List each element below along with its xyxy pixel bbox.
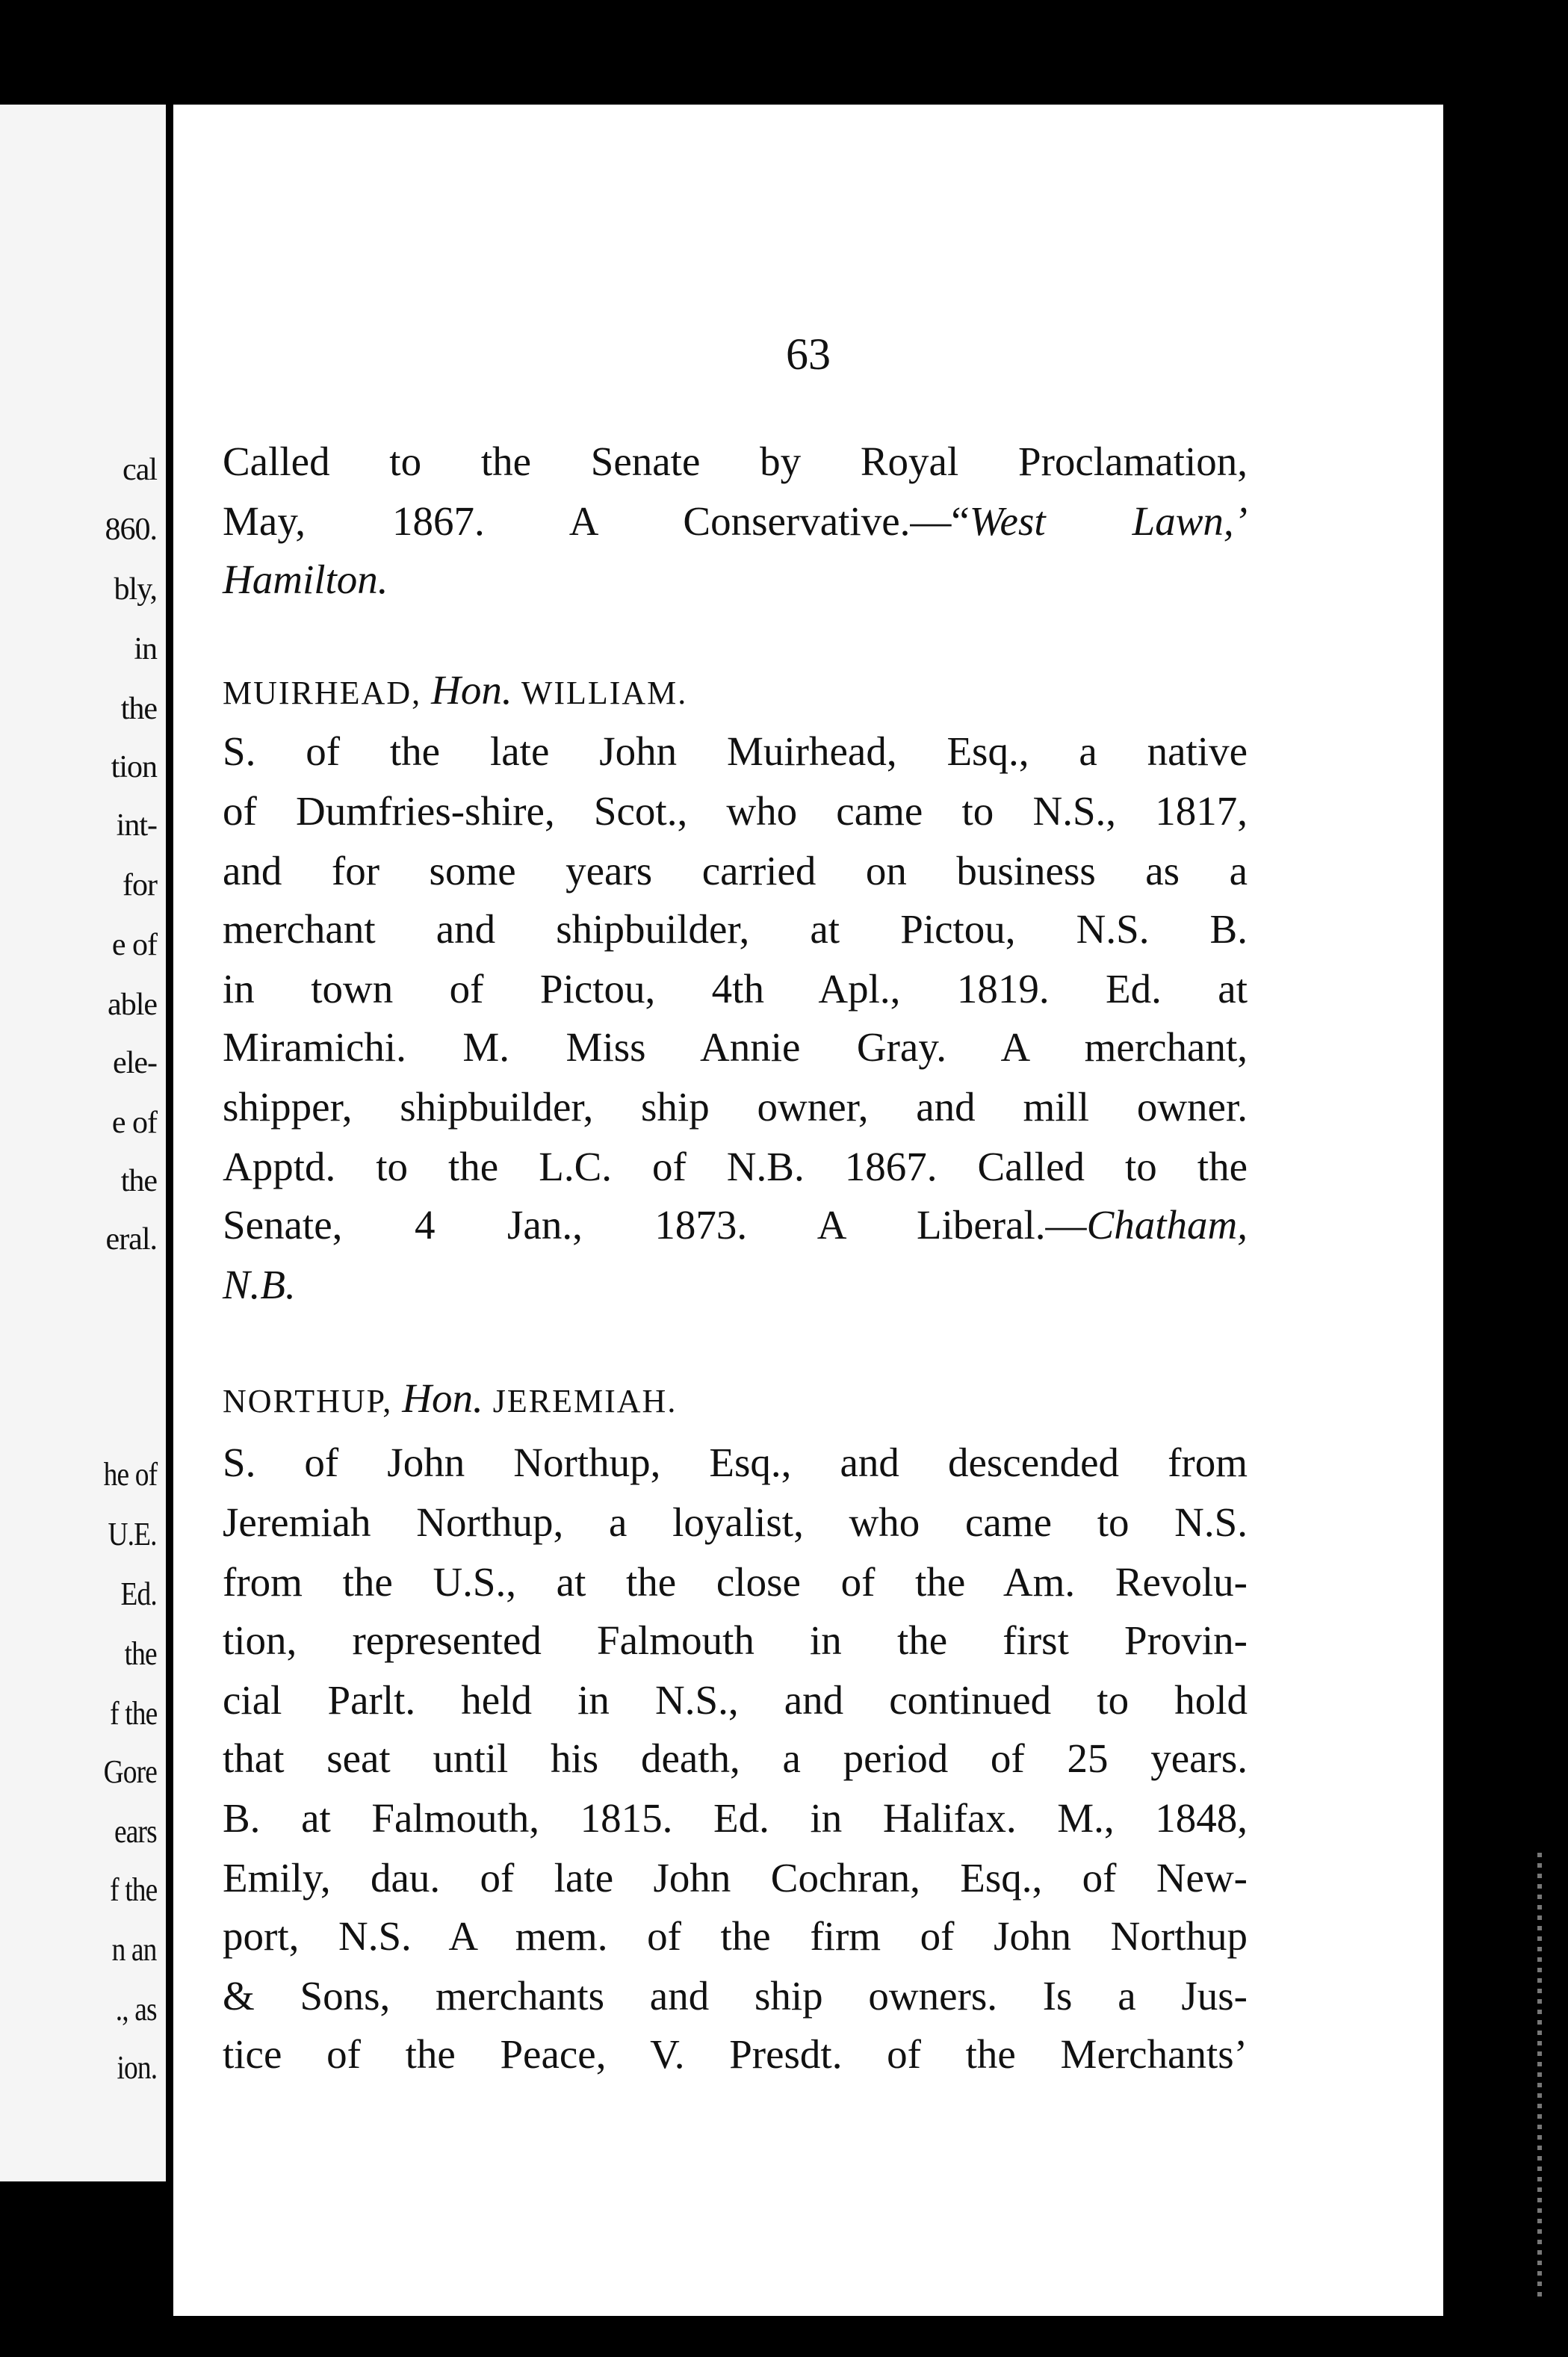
italic-place: N.B.	[223, 1262, 296, 1307]
text-span: May, 1867. A Conservative.—“	[223, 498, 970, 544]
text-line: B. at Falmouth, 1815. Ed. in Halifax. M., 1848,	[223, 1795, 1248, 1841]
facing-page-fragment: able	[108, 988, 157, 1022]
entry-heading	[223, 666, 687, 713]
entry-honorific: Hon.	[402, 1375, 483, 1421]
entry-heading	[223, 1375, 677, 1422]
facing-page-fragment: for	[123, 868, 157, 902]
facing-page-fragment: n an	[112, 1931, 157, 1968]
text-line: port, N.S. A mem. of the firm of John Northup	[223, 1913, 1248, 1959]
entry-surname: NORTHUP,	[223, 1383, 393, 1419]
text-line: of Dumfries-shire, Scot., who came to N.S., 1817,	[223, 788, 1248, 834]
text-line: that seat until his death, a period of 25 years.	[223, 1735, 1248, 1781]
facing-page-fragment: tion	[111, 750, 157, 784]
facing-page-fragment: Gore	[103, 1753, 157, 1790]
text-line: from the U.S., at the close of the Am. Revolu-	[223, 1559, 1248, 1605]
italic-place: Chatham,	[1086, 1202, 1248, 1248]
facing-page-fragment: ., as	[116, 1991, 157, 2028]
facing-page-fragment: the	[120, 1164, 157, 1198]
facing-page-fragment: ele-	[113, 1046, 157, 1080]
text-span: Senate, 4 Jan., 1873. A Liberal.—	[223, 1202, 1087, 1248]
text-line: S. of John Northup, Esq., and descended from	[223, 1440, 1248, 1485]
facing-page-fragment: in	[134, 632, 157, 666]
text-line: cial Parlt. held in N.S., and continued to hold	[223, 1677, 1248, 1723]
facing-page-fragment: Ed.	[120, 1576, 157, 1612]
facing-page-strip	[0, 105, 166, 2181]
facing-page-fragment: f the	[109, 1695, 157, 1732]
facing-page-fragment: int-	[116, 808, 157, 843]
entry-given-name: JEREMIAH.	[492, 1383, 678, 1419]
text-line: & Sons, merchants and ship owners. Is a Jus-	[223, 1973, 1248, 2019]
text-line: Called to the Senate by Royal Proclamation,	[223, 439, 1248, 484]
facing-page-fragment: ears	[114, 1813, 157, 1850]
book-page	[173, 105, 1443, 2316]
facing-page-fragment: he of	[103, 1456, 157, 1493]
text-line	[223, 1202, 1248, 1248]
text-line: S. of the late John Muirhead, Esq., a native	[223, 728, 1248, 774]
text-line: Jeremiah Northup, a loyalist, who came to N.S.	[223, 1499, 1248, 1545]
italic-place: Hamilton.	[223, 557, 388, 602]
facing-page-fragment: e of	[111, 928, 157, 962]
facing-page-fragment: 860.	[105, 512, 157, 547]
facing-page-fragment: the	[124, 1635, 157, 1672]
facing-page-fragment: eral.	[105, 1222, 157, 1257]
entry-honorific: Hon.	[431, 667, 512, 713]
text-line: and for some years carried on business as a	[223, 848, 1248, 893]
text-line	[223, 498, 1248, 544]
entry-given-name: WILLIAM.	[521, 675, 688, 711]
text-line: tice of the Peace, V. Presdt. of the Merchants’	[223, 2031, 1248, 2077]
facing-page-fragment: bly,	[114, 572, 157, 607]
facing-page-fragment: cal	[123, 453, 157, 487]
text-line: tion, represented Falmouth in the first Provin-	[223, 1617, 1248, 1663]
italic-place: West Lawn,’	[969, 498, 1248, 544]
text-line: in town of Pictou, 4th Apl., 1819. Ed. at	[223, 966, 1248, 1012]
facing-page-fragment: ion.	[117, 2049, 157, 2086]
facing-page-fragment: U.E.	[108, 1516, 157, 1552]
text-line: Emily, dau. of late John Cochran, Esq., of New-	[223, 1855, 1248, 1901]
text-line: Apptd. to the L.C. of N.B. 1867. Called to the	[223, 1144, 1248, 1189]
facing-page-fragment: f the	[109, 1871, 157, 1908]
page-number: 63	[786, 329, 831, 379]
facing-page-fragment: e of	[111, 1106, 157, 1140]
facing-page-fragment: the	[120, 692, 157, 726]
scan-edge-speckles	[1537, 1853, 1542, 2301]
text-line: shipper, shipbuilder, ship owner, and mill owner.	[223, 1084, 1248, 1130]
entry-surname: MUIRHEAD,	[223, 675, 422, 711]
text-line: Miramichi. M. Miss Annie Gray. A merchant,	[223, 1024, 1248, 1070]
text-line: merchant and shipbuilder, at Pictou, N.S. B.	[223, 906, 1248, 952]
